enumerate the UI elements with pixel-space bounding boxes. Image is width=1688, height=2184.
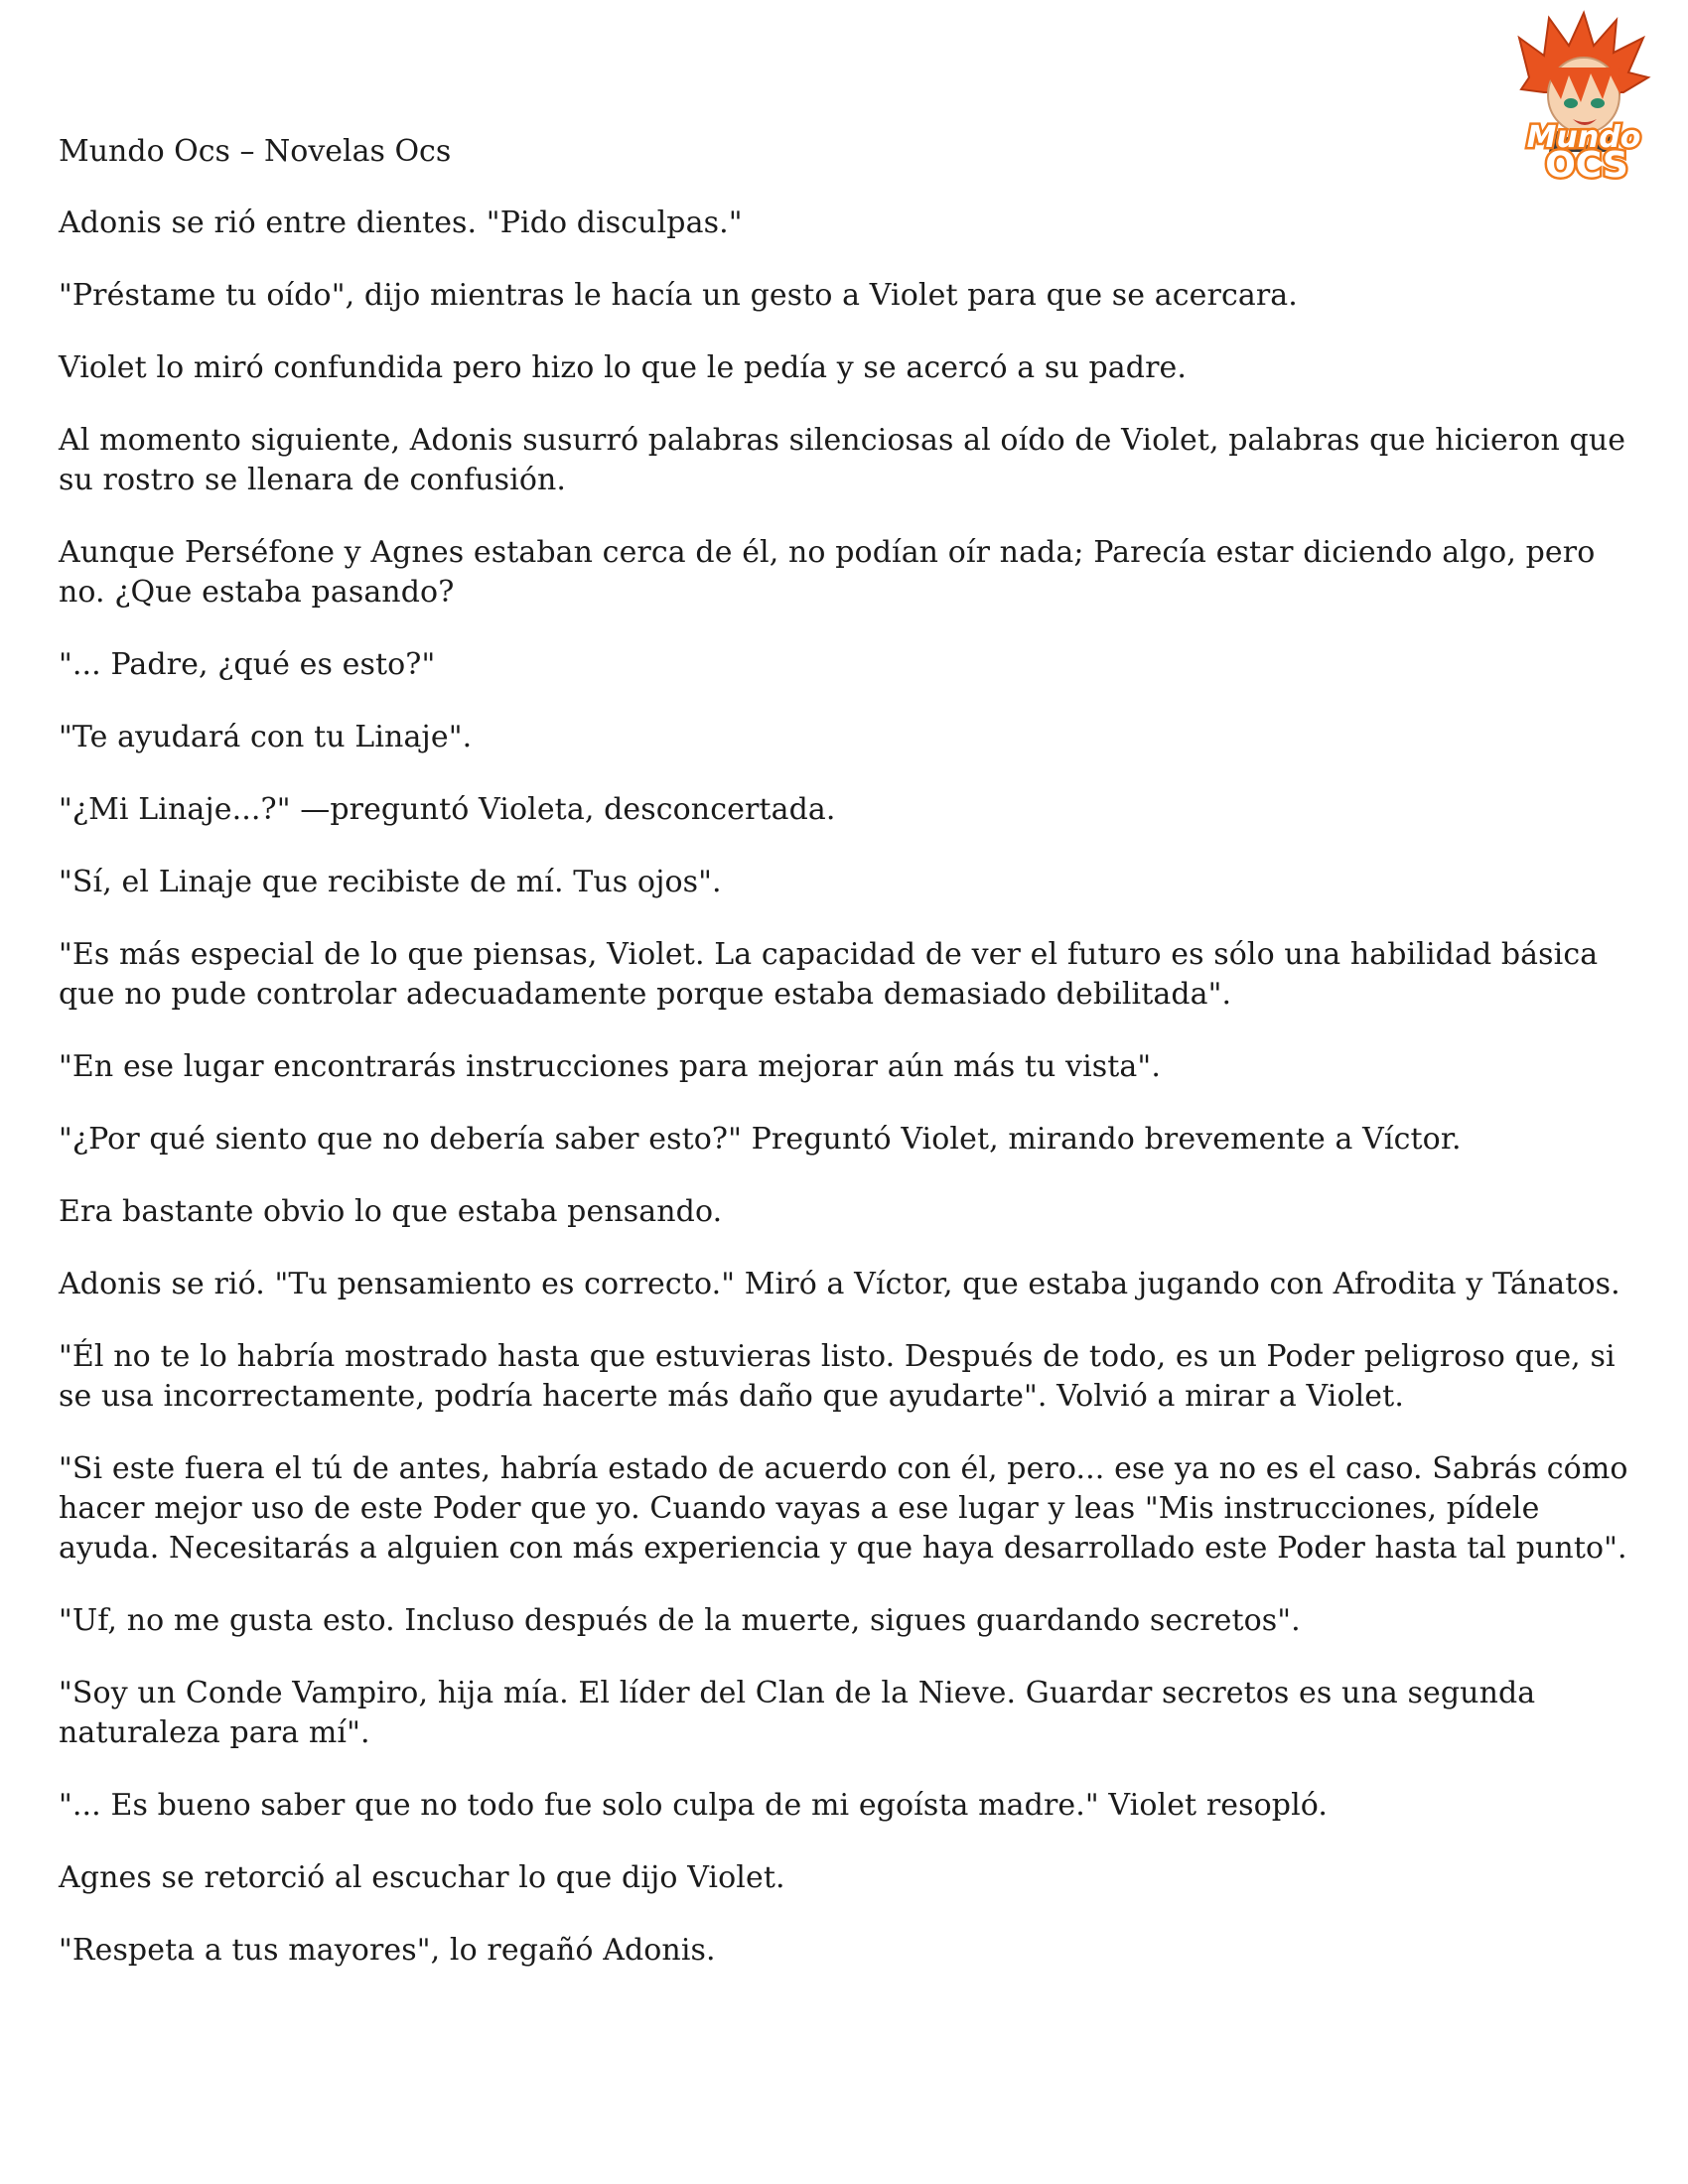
paragraph: Adonis se rió. "Tu pensamiento es correcto." Miró a Víctor, que estaba jugando con Afrodita y Tánatos.	[59, 1267, 1620, 1301]
svg-text:Mundo: Mundo	[1526, 120, 1641, 155]
paragraph: "Soy un Conde Vampiro, hija mía. El líder del Clan de la Nieve. Guardar secretos es una segunda naturaleza para mí".	[59, 1676, 1536, 1750]
paragraph: "Es más especial de lo que piensas, Violet. La capacidad de ver el futuro es sólo una habilidad básica que no pude controlar adecuadamente porque estaba demasiado debilitada".	[59, 937, 1599, 1012]
paragraph: "Sí, el Linaje que recibiste de mí. Tus ojos".	[59, 865, 722, 899]
document-page	[59, 132, 1647, 2003]
paragraph: "... Padre, ¿qué es esto?"	[59, 647, 436, 682]
paragraph: Adonis se rió entre dientes. "Pido disculpas."	[59, 205, 743, 240]
paragraph: "Respeta a tus mayores", lo regañó Adonis.	[59, 1933, 716, 1968]
paragraph: "Si este fuera el tú de antes, habría estado de acuerdo con él, pero... ese ya no es el caso. Sabrás cómo hacer mejor uso de este Poder que yo. Cuando vayas a ese lugar y leas "Mis instrucciones, pídele ayuda. Necesitarás a alguien con más experiencia y que haya desarrollado este Poder hasta tal punto".	[59, 1451, 1628, 1566]
paragraph: "... Es bueno saber que no todo fue solo culpa de mi egoísta madre." Violet resopló.	[59, 1788, 1329, 1823]
paragraph: "Uf, no me gusta esto. Incluso después de la muerte, sigues guardando secretos".	[59, 1603, 1301, 1638]
paragraph: Violet lo miró confundida pero hizo lo que le pedía y se acercó a su padre.	[59, 350, 1188, 385]
paragraph: "¿Por qué siento que no debería saber esto?" Preguntó Violet, mirando brevemente a Víctor.	[59, 1122, 1462, 1157]
paragraph: "Él no te lo habría mostrado hasta que estuvieras listo. Después de todo, es un Poder peligroso que, si se usa incorrectamente, podría hacerte más daño que ayudarte". Volvió a mirar a Violet.	[59, 1339, 1616, 1414]
paragraph: "Préstame tu oído", dijo mientras le hacía un gesto a Violet para que se acercara.	[59, 278, 1298, 313]
paragraph: "¿Mi Linaje...?" —preguntó Violeta, desconcertada.	[59, 792, 836, 827]
paragraph: Aunque Perséfone y Agnes estaban cerca de él, no podían oír nada; Parecía estar diciendo algo, pero no. ¿Que estaba pasando?	[59, 535, 1596, 610]
svg-text:OCS: OCS	[1545, 145, 1628, 182]
document-header: Mundo Ocs – Novelas Ocs	[59, 134, 452, 169]
paragraph: Era bastante obvio lo que estaba pensando.	[59, 1194, 723, 1229]
paragraph: "En ese lugar encontrarás instrucciones para mejorar aún más tu vista".	[59, 1049, 1161, 1084]
paragraph: Al momento siguiente, Adonis susurró palabras silenciosas al oído de Violet, palabras que hicieron que su rostro se llenara de confusión.	[59, 423, 1626, 497]
paragraph: Agnes se retorció al escuchar lo que dijo Violet.	[59, 1860, 785, 1895]
paragraph: "Te ayudará con tu Linaje".	[59, 720, 473, 754]
